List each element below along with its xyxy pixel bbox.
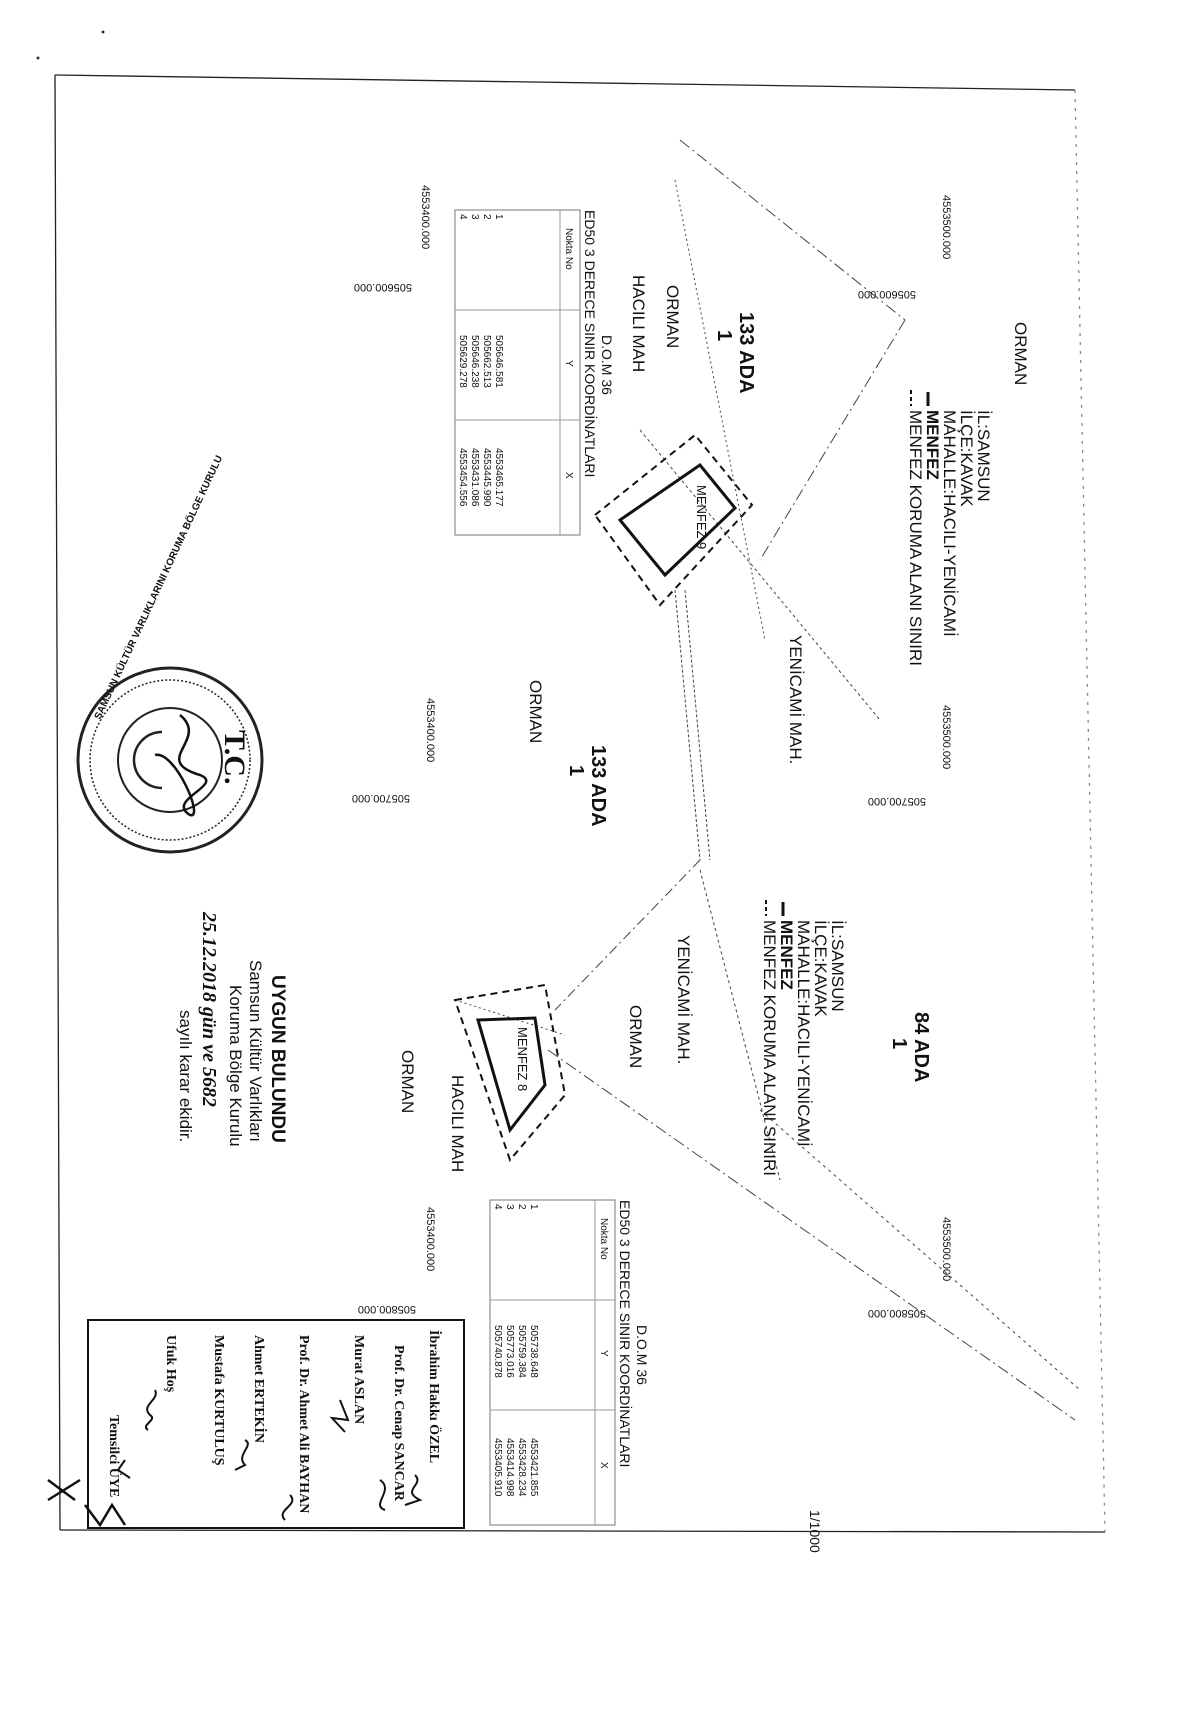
row-x: 4553465.177 bbox=[493, 448, 504, 507]
parcel-labels bbox=[565, 312, 932, 1082]
row-y: 505759.384 bbox=[516, 1325, 527, 1378]
legend-left bbox=[906, 390, 993, 666]
grid-x-label: 4553400.000 bbox=[424, 698, 436, 763]
parcel-1-label: 1 bbox=[888, 1038, 910, 1050]
coord-table-title: D.O.M 36 bbox=[634, 1325, 650, 1385]
col-header: X bbox=[563, 472, 574, 479]
col-header: Y bbox=[598, 1350, 609, 1357]
legend-il: İL:SAMSUN bbox=[974, 410, 993, 502]
approval-title: UYGUN BULUNDU bbox=[267, 975, 288, 1143]
committee-member: Prof. Dr. Cenap SANCAR bbox=[391, 1345, 406, 1501]
committee-member: İbrahim Hakkı ÖZEL bbox=[426, 1330, 441, 1464]
row-x: 4553431.086 bbox=[469, 448, 480, 507]
row-no: 2 bbox=[481, 214, 492, 220]
seal-text: SAMSUN KÜLTÜR VARLIKLARINI KORUMA BÖLGE KURULU bbox=[92, 453, 226, 722]
menfez-8-protection-zone bbox=[455, 985, 565, 1160]
col-header: Nokta No bbox=[563, 228, 574, 270]
orman-label: ORMAN bbox=[626, 1005, 645, 1069]
row-no: 2 bbox=[516, 1204, 527, 1210]
ada-84-label: 84 ADA bbox=[910, 1012, 932, 1083]
row-x: 4553428.234 bbox=[516, 1438, 527, 1497]
crescent-star-icon bbox=[134, 732, 162, 788]
legend-koruma: MENFEZ KORUMA ALANI SINIRI bbox=[906, 410, 925, 666]
row-no: 4 bbox=[457, 214, 468, 220]
menfez-9 bbox=[595, 435, 752, 605]
seal-emblem: T.C. bbox=[218, 730, 251, 785]
row-x: 4553454.556 bbox=[457, 448, 468, 507]
yenicami-mah-label: YENİCAMİ MAH. bbox=[674, 935, 693, 1065]
menfez-9-label: MENFEZ 9 bbox=[694, 485, 709, 550]
menfez-8-label: MENFEZ 8 bbox=[515, 1027, 530, 1092]
legend-il: İL:SAMSUN bbox=[828, 920, 847, 1012]
approval-date-line: 25.12.2018 gün ve 5682 bbox=[198, 912, 220, 1107]
grid-y-label: 505700.000 bbox=[351, 792, 410, 804]
grid-y-label: 505600.000 bbox=[353, 281, 412, 293]
committee-member: Prof. Dr. Ahmet Ali BAYHAN bbox=[296, 1335, 311, 1514]
grid-y-label: 505800.000 bbox=[357, 1303, 416, 1315]
menfez-8 bbox=[455, 985, 565, 1160]
legend-ilce: İLÇE:KAVAK bbox=[811, 920, 830, 1017]
legend-right bbox=[760, 900, 847, 1176]
row-y: 505738.648 bbox=[528, 1325, 539, 1378]
legend-menfez: MENFEZ bbox=[923, 410, 942, 480]
official-seal bbox=[78, 453, 262, 852]
row-x: 4553445.990 bbox=[481, 448, 492, 507]
menfez-8-outline bbox=[478, 1018, 545, 1130]
row-y: 505629.278 bbox=[457, 335, 468, 388]
col-header: Nokta No bbox=[598, 1218, 609, 1260]
ada-133-label: 133 ADA bbox=[587, 745, 609, 827]
grid-x-label: 4553500.000 bbox=[940, 1217, 952, 1282]
row-no: 3 bbox=[469, 214, 480, 220]
row-no: 4 bbox=[492, 1204, 503, 1210]
row-y: 505646.238 bbox=[469, 335, 480, 388]
grid-y-label: 505700.000 bbox=[867, 795, 926, 807]
row-y: 505773.016 bbox=[504, 1325, 515, 1378]
legend-koruma: MENFEZ KORUMA ALANI SINIRI bbox=[760, 920, 779, 1176]
grid-y-label: 505600.000 bbox=[857, 288, 916, 300]
coord-table-title: D.O.M 36 bbox=[599, 335, 615, 395]
committee-signature-box bbox=[88, 1320, 464, 1528]
approval-line-4: sayılı karar ekidir. bbox=[176, 1010, 195, 1143]
legend-mahalle: MAHALLE:HACILI-YENİCAMİ bbox=[794, 920, 813, 1147]
row-no: 1 bbox=[528, 1204, 539, 1210]
approval-stamp bbox=[176, 911, 288, 1147]
col-header: Y bbox=[563, 360, 574, 367]
hacili-mah-label: HACILI MAH bbox=[448, 1075, 467, 1173]
grid-y-label: 505800.000 bbox=[867, 1307, 926, 1319]
signature-mark bbox=[155, 715, 206, 815]
row-x: 4553421.855 bbox=[528, 1438, 539, 1497]
member-signatures bbox=[118, 1390, 420, 1520]
parcel-1-label: 1 bbox=[565, 765, 587, 777]
col-header: X bbox=[598, 1462, 609, 1469]
orman-label: ORMAN bbox=[398, 1050, 417, 1114]
scale-label: 1/1000 bbox=[807, 1510, 823, 1553]
grid-x-label: 4553400.000 bbox=[424, 1207, 436, 1272]
committee-member: Murat ASLAN bbox=[351, 1335, 366, 1425]
row-y: 505662.513 bbox=[481, 335, 492, 388]
coord-table-subtitle: ED50 3 DERECE SINIR KOORDİNATLARI bbox=[617, 1200, 633, 1468]
orman-label: ORMAN bbox=[1011, 322, 1030, 386]
grid-labels bbox=[352, 185, 952, 1319]
row-no: 3 bbox=[504, 1204, 515, 1210]
row-x: 4553405.910 bbox=[492, 1438, 503, 1497]
approval-line-1: Samsun Kültür Varlıkları bbox=[246, 960, 265, 1143]
committee-member: Ahmet ERTEKİN bbox=[251, 1335, 266, 1444]
yenicami-mah-label: YENİCAMİ MAH. bbox=[786, 635, 805, 765]
coord-table-subtitle: ED50 3 DERECE SINIR KOORDİNATLARI bbox=[582, 210, 598, 478]
legend-mahalle: MAHALLE:HACILI-YENİCAMİ bbox=[940, 410, 959, 637]
parcel-1-label: 1 bbox=[713, 330, 735, 342]
orman-label: ORMAN bbox=[526, 680, 545, 744]
orman-label: ORMAN bbox=[663, 285, 682, 349]
row-no: 1 bbox=[493, 214, 504, 220]
row-x: 4553414.998 bbox=[504, 1438, 515, 1497]
committee-member: Ufuk Hoş bbox=[163, 1335, 178, 1393]
approval-line-2: Koruma Bölge Kurulu bbox=[226, 985, 245, 1147]
row-y: 505646.581 bbox=[493, 335, 504, 388]
legend-ilce: İLÇE:KAVAK bbox=[957, 410, 976, 507]
boundary-lines bbox=[455, 140, 1080, 1420]
coord-table-right bbox=[490, 1200, 650, 1525]
grid-x-label: 4553400.000 bbox=[419, 185, 431, 250]
coord-table-left bbox=[455, 210, 615, 535]
committee-representative: Temsilci ÜYE bbox=[106, 1415, 121, 1498]
row-y: 505740.878 bbox=[492, 1325, 503, 1378]
committee-member: Mustafa KURTULUŞ bbox=[211, 1335, 226, 1466]
grid-x-label: 4553500.000 bbox=[940, 705, 952, 770]
legend-menfez: MENFEZ bbox=[777, 920, 796, 990]
grid-x-label: 4553500.000 bbox=[940, 195, 952, 260]
hacili-mah-label: HACILI MAH bbox=[629, 275, 648, 373]
ada-133-label: 133 ADA bbox=[735, 312, 757, 394]
